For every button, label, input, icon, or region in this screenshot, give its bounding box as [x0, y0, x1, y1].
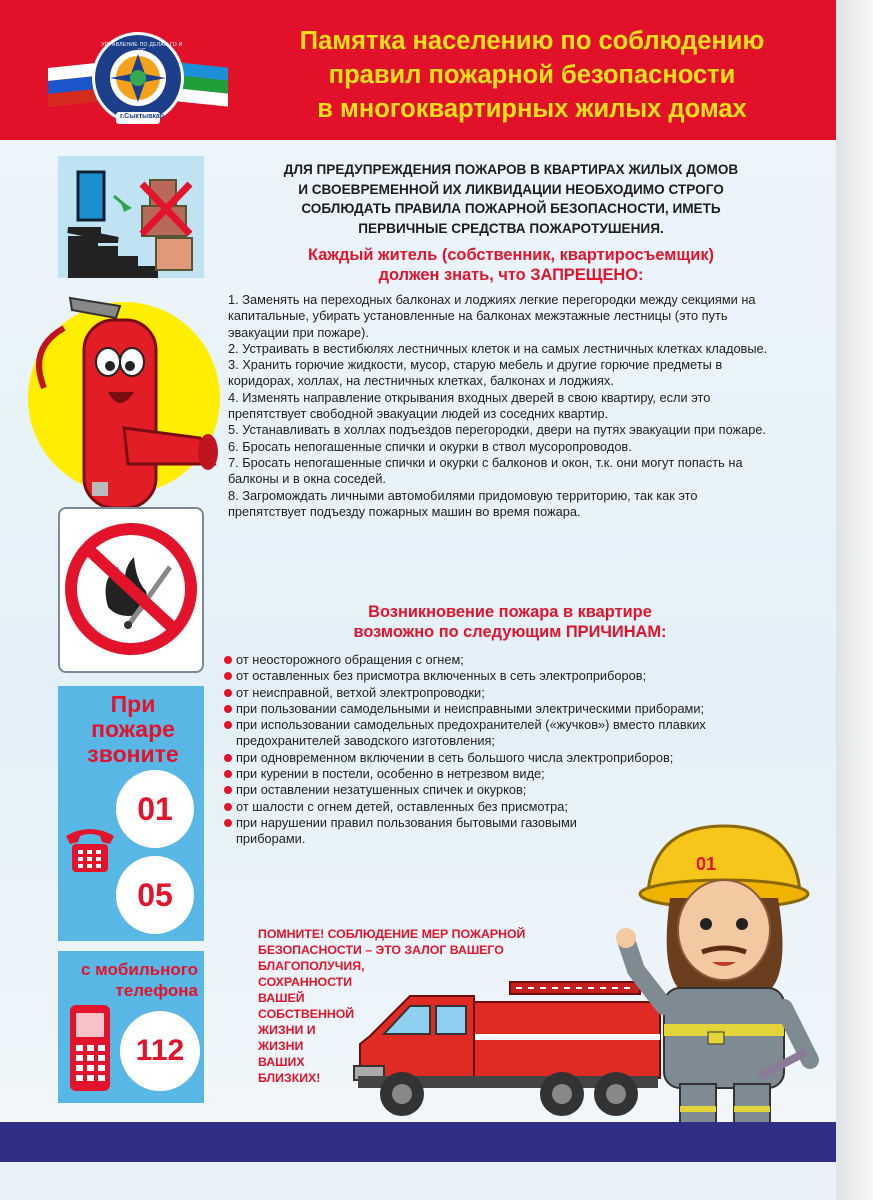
- sheet-edge: [836, 0, 873, 1200]
- cause-item: [224, 782, 774, 798]
- rule-item: 1. Заменять на переходных балконах и лоджиях легкие перегородки между секциями на капитальные, убирать установленные на балконах межэтажные лестницы (это путь эвакуации при пожаре).: [228, 292, 756, 340]
- bullet-dot-icon: [224, 689, 232, 697]
- remember-note: ПОМНИТЕ! СОБЛЮДЕНИЕ МЕР ПОЖАРНОЙ БЕЗОПАСНОСТИ – ЭТО ЗАЛОГ ВАШЕГО БЛАГОПОЛУЧИЯ, СОХРАННОСТИ ВАШЕЙ СОБСТВЕННОЙ ЖИЗНИ И ЖИЗНИ ВАШИХ БЛИЗКИХ!: [258, 927, 526, 1085]
- poster-header: [0, 0, 836, 140]
- rule-item: 8. Загромождать личными автомобилями придомовую территорию, так как это препятствует подъезду пожарных машин во время пожара.: [228, 487, 698, 519]
- emergency-call-panel: [58, 686, 204, 941]
- no-open-fire-sign: [58, 507, 204, 673]
- no-fire-icon: [60, 509, 202, 671]
- cause-text: при пользовании самодельными и неисправными электрическими приборами;: [236, 700, 705, 716]
- cause-item: [224, 750, 774, 766]
- intro-paragraph: ДЛЯ ПРЕДУПРЕЖДЕНИЯ ПОЖАРОВ В КВАРТИРАХ ЖИЛЫХ ДОМОВ И СВОЕВРЕМЕННОЙ ИХ ЛИКВИДАЦИИ НЕОБХОДИМО СТРОГО СОБЛЮДАТЬ ПРАВИЛА ПОЖАРНОЙ БЕЗОПАСНОСТИ, ИМЕТЬ ПЕРВИЧНЫЕ СРЕДСТВА ПОЖАРОТУШЕНИЯ.: [283, 162, 739, 236]
- bullet-dot-icon: [224, 770, 232, 778]
- cause-text: при оставлении незатушенных спичек и окурков;: [236, 782, 527, 798]
- rule-item: 3. Хранить горючие жидкости, мусор, старую мебель и другие горючие предметы в коридорах, холлах, на лестничных клетках, балконах и лоджиях.: [228, 357, 723, 389]
- fire-causes-list: [224, 652, 774, 848]
- cause-text: от шалости с огнем детей, оставленных без присмотра;: [236, 798, 568, 814]
- cause-item: [224, 685, 774, 701]
- firefighter-mascot-icon: [610, 820, 836, 1130]
- cause-text: при использовании самодельных предохранителей («жучков») вместо плавких предохранителей заводского изготовления;: [236, 717, 706, 749]
- bullet-dot-icon: [224, 721, 232, 729]
- cause-item: [224, 652, 774, 668]
- bullet-dot-icon: [224, 705, 232, 713]
- emblem-ring-text: УПРАВЛЕНИЕ ПО ДЕЛАМ ГО И ЧС: [101, 42, 183, 54]
- cause-item: [224, 815, 616, 848]
- mobile-phone-icon: [68, 1003, 112, 1093]
- bullet-dot-icon: [224, 803, 232, 811]
- fire-number-01: 01: [116, 770, 194, 848]
- cause-item: [224, 766, 774, 782]
- bullet-dot-icon: [224, 656, 232, 664]
- bullet-dot-icon: [224, 786, 232, 794]
- telephone-icon: [62, 822, 118, 874]
- footer-band: [0, 1122, 836, 1162]
- fire-number-05: 05: [116, 856, 194, 934]
- emblem-city-label: г.Сыктывкар: [120, 113, 165, 120]
- cause-item: [224, 799, 606, 815]
- footer-margin: [0, 1162, 836, 1200]
- bullet-dot-icon: [224, 819, 232, 827]
- bullet-dot-icon: [224, 754, 232, 762]
- cause-text: от неисправной, ветхой электропроводки;: [236, 684, 485, 700]
- cause-text: при нарушении правил пользования бытовыми газовыми приборами.: [236, 814, 577, 847]
- cause-text: от оставленных без присмотра включенных в сеть электроприборов;: [236, 668, 647, 684]
- cause-text: при курении в постели, особенно в нетрезвом виде;: [236, 766, 545, 782]
- rule-item: 6. Бросать непогашенные спички и окурки в ствол мусоропроводов.: [228, 438, 632, 454]
- mobile-panel-title: с мобильного телефона: [80, 960, 198, 1000]
- prohibited-rules-list: [228, 292, 774, 520]
- fire-extinguisher-icon: [24, 288, 220, 510]
- stairs-clutter-illustration: [58, 156, 204, 278]
- cause-text: от неосторожного обращения с огнем;: [236, 652, 464, 667]
- extinguisher-mascot-illustration: [24, 288, 220, 510]
- mobile-number-112: 112: [120, 1011, 200, 1091]
- cause-text: при одновременном включении в сеть большого числа электроприборов;: [236, 749, 674, 765]
- cause-item: [224, 717, 766, 750]
- rule-item: 4. Изменять направление открывания входных дверей в свою квартиру, если это препятствует свободной эвакуации людей из соседних квартир.: [228, 389, 711, 422]
- prohibited-heading: Каждый житель (собственник, квартиросъемщик) должен знать, что ЗАПРЕЩЕНО:: [308, 246, 714, 284]
- helmet-number: 01: [696, 854, 717, 874]
- cause-item: [224, 701, 766, 717]
- poster-title: Памятка населению по соблюдению правил пожарной безопасности в многоквартирных жилых домах: [299, 27, 765, 123]
- cause-item: [224, 668, 774, 684]
- rule-item: 5. Устанавливать в холлах подъездов перегородки, двери на путях эвакуации при пожаре.: [228, 422, 767, 438]
- causes-heading: Возникновение пожара в квартире возможно по следующим ПРИЧИНАМ:: [353, 603, 667, 641]
- rule-item: 2. Устраивать в вестибюлях лестничных клеток и на самых лестничных клетках кладовые.: [228, 340, 768, 356]
- blocked-stairs-icon: [58, 156, 204, 278]
- bullet-dot-icon: [224, 672, 232, 680]
- rule-item: 7. Бросать непогашенные спички и окурки с балконов и окон, т.к. они могут попасть на балконы и в окна соседей.: [228, 454, 743, 487]
- mobile-call-panel: [58, 951, 204, 1103]
- call-panel-title: При пожаре звоните: [87, 691, 179, 767]
